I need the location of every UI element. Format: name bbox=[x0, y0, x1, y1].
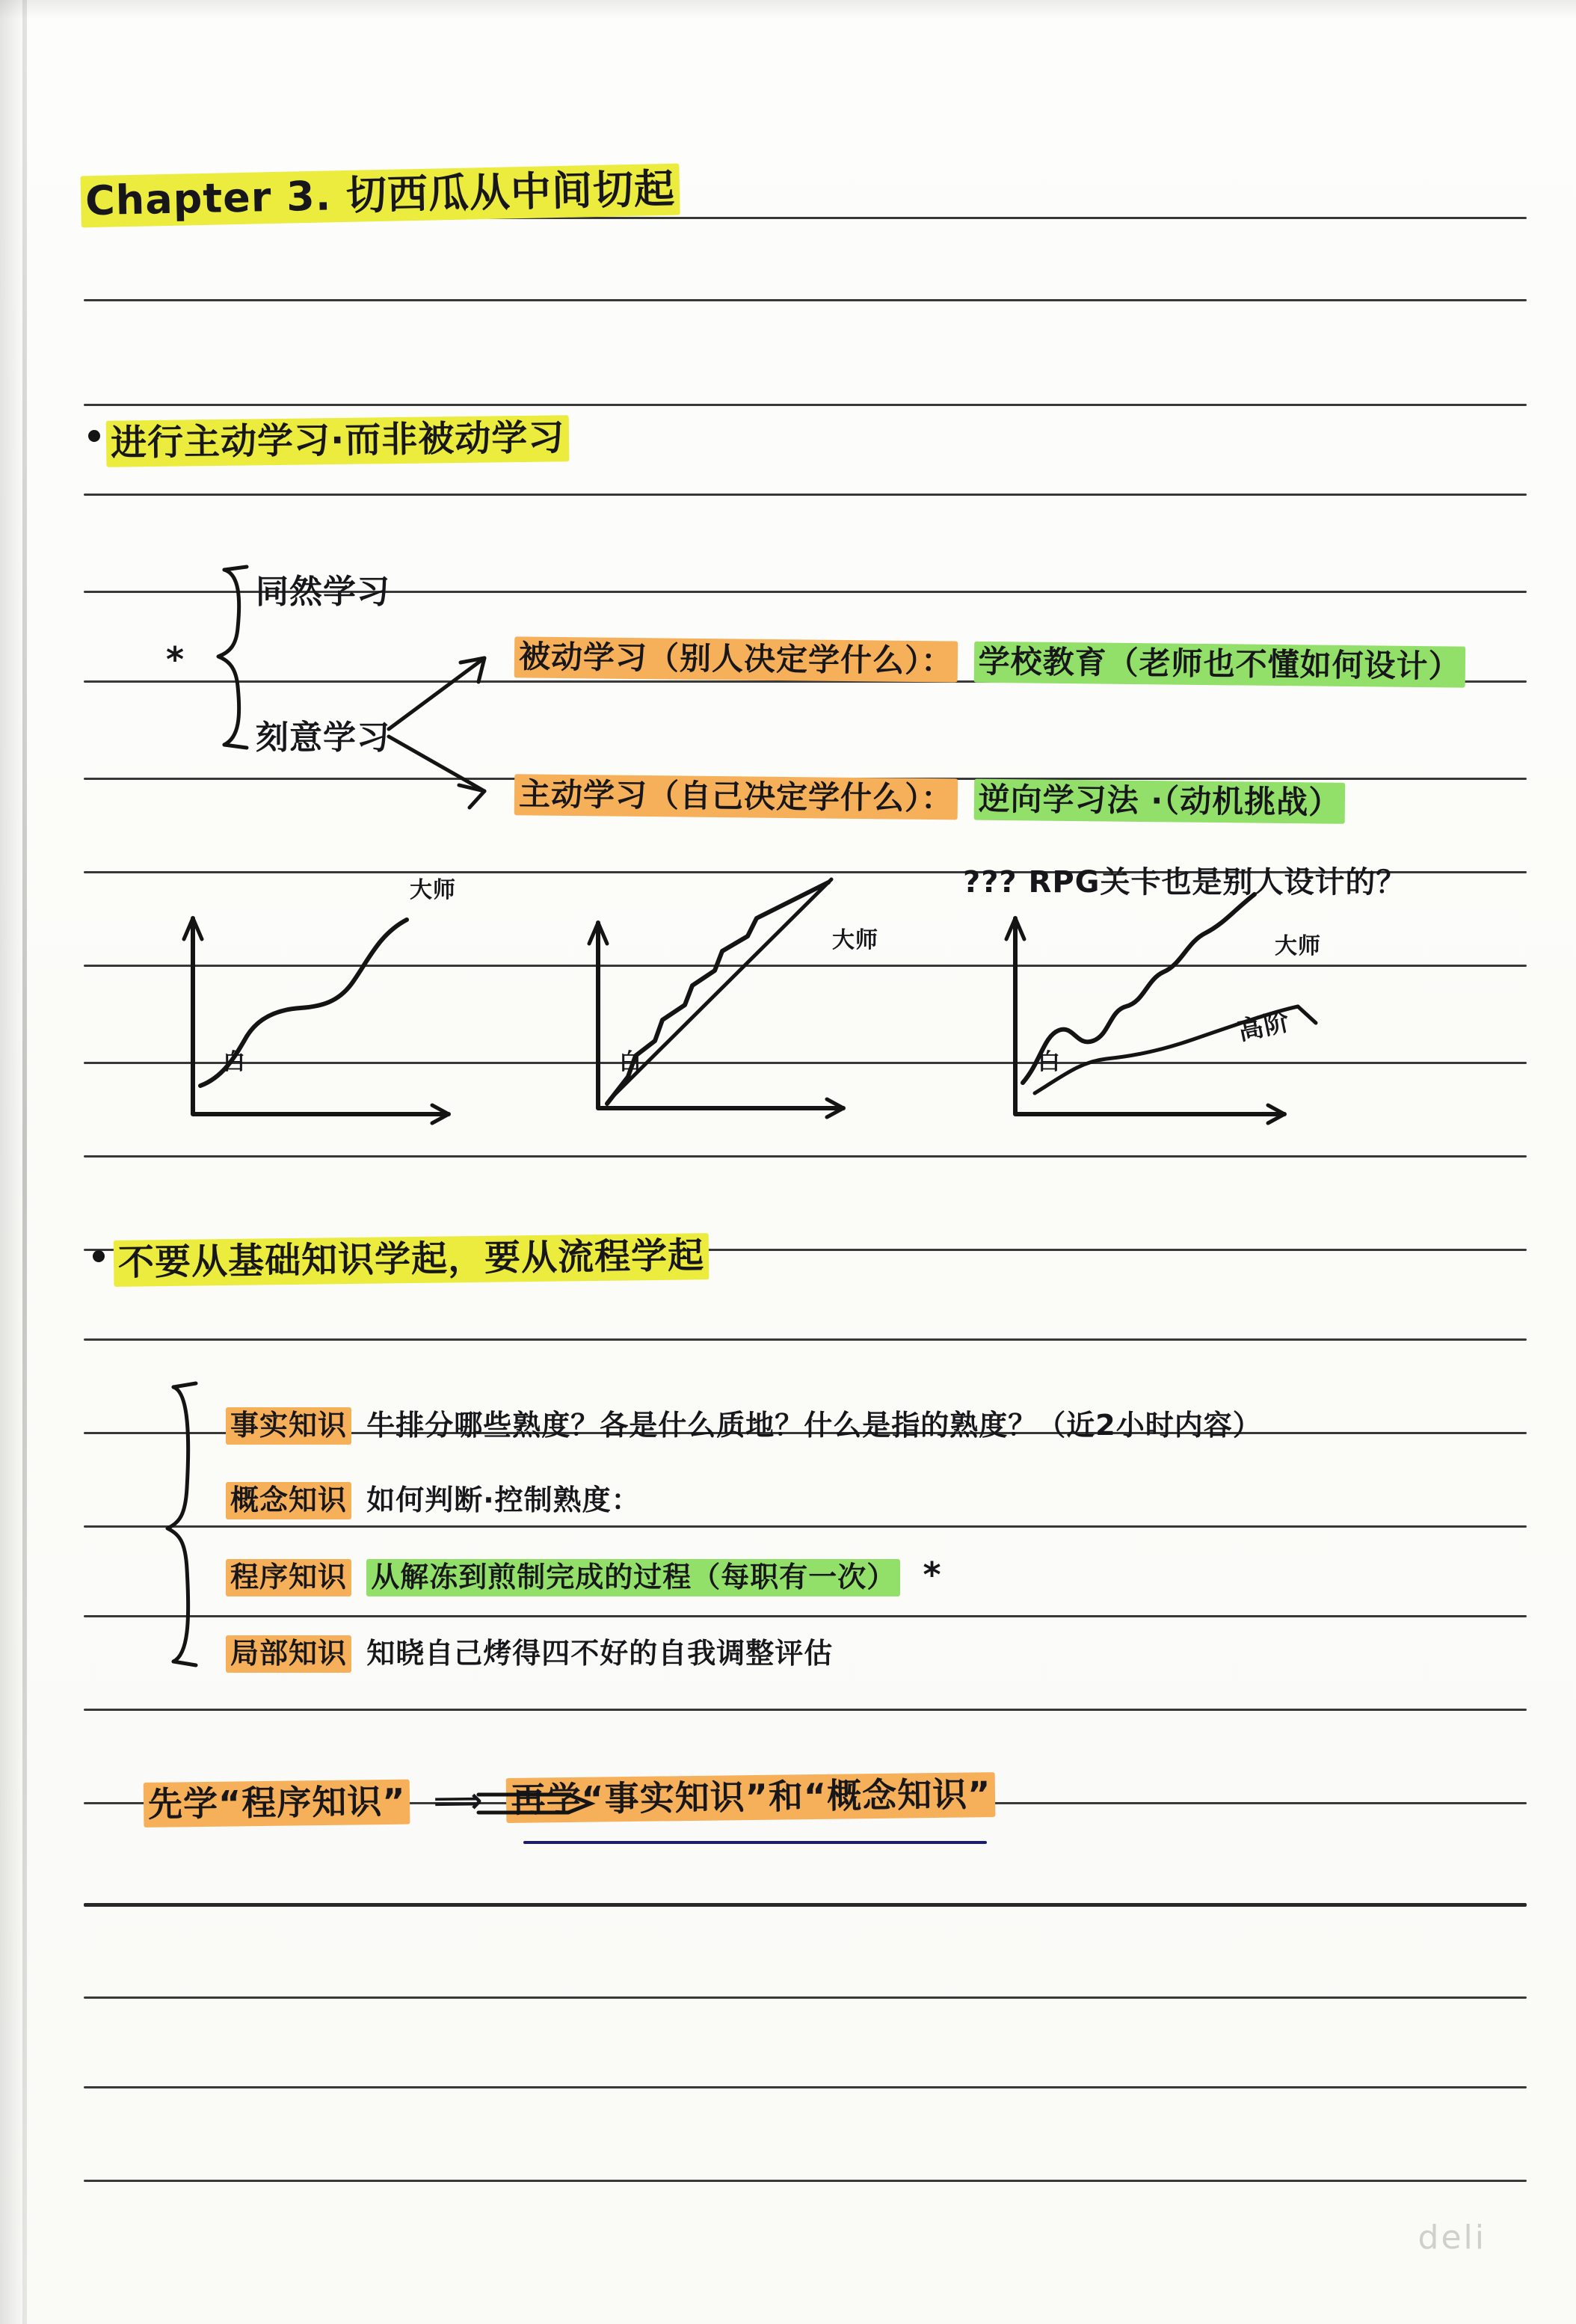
knowledge-item-1-text: 牛排分哪些熟度？各是什么质地？什么是指的熟度？（近2小时内容） bbox=[366, 1409, 1262, 1442]
chart-3-extra-label: 高阶 bbox=[1235, 1006, 1293, 1047]
branch-passive bbox=[514, 632, 1465, 686]
knowledge-item-3-label: 程序知识 bbox=[226, 1559, 351, 1596]
brand-watermark: deli bbox=[1418, 2219, 1486, 2257]
knowledge-item-4 bbox=[226, 1630, 833, 1671]
knowledge-item-3 bbox=[226, 1554, 942, 1595]
knowledge-item-4-text: 知晓自己烤得四不好的自我调整评估 bbox=[366, 1637, 834, 1670]
brace-top-label: 同然学习 bbox=[256, 573, 390, 611]
page-title bbox=[80, 157, 680, 227]
section3-text-a: 先学“程序知识” bbox=[144, 1780, 410, 1827]
branch-active bbox=[514, 769, 1346, 823]
brace-star: * bbox=[166, 639, 185, 680]
knowledge-item-2-label: 概念知识 bbox=[226, 1482, 351, 1519]
chart-2-top-label: 大师 bbox=[832, 927, 878, 953]
chart-3-bottom-label: 白 bbox=[1038, 1049, 1061, 1075]
section2-heading-text: 不要从基础知识学起，要从流程学起 bbox=[114, 1233, 709, 1287]
section3-conclusion bbox=[144, 1767, 996, 1827]
chart-1-bottom-label: 白 bbox=[223, 1049, 246, 1075]
chart-3-top-label: 大师 bbox=[1275, 933, 1321, 959]
knowledge-item-1 bbox=[226, 1402, 1262, 1443]
section2-bullet bbox=[93, 1250, 105, 1262]
knowledge-item-3-mark: * bbox=[923, 1555, 942, 1595]
section3-text-b: 再学“事实知识”和“概念知识” bbox=[506, 1772, 996, 1823]
brace-bottom-label: 刻意学习 bbox=[256, 719, 390, 757]
branch-active-label: 主动学习（自己决定学什么）： bbox=[514, 774, 958, 820]
section1-heading bbox=[106, 408, 570, 466]
section2-heading bbox=[114, 1226, 709, 1285]
section3-arrow: ⟹ bbox=[433, 1780, 484, 1822]
rpg-question-note: ??? RPG关卡也是别人设计的？ bbox=[963, 865, 1407, 900]
section3-underline bbox=[523, 1841, 987, 1844]
branch-passive-value: 学校教育（老师也不懂如何设计） bbox=[973, 642, 1465, 688]
section1-heading-text: 进行主动学习·而非被动学习 bbox=[106, 415, 570, 467]
page-title-text: Chapter 3. 切西瓜从中间切起 bbox=[80, 164, 680, 228]
knowledge-item-1-label: 事实知识 bbox=[226, 1407, 351, 1445]
knowledge-item-3-text: 从解冻到煎制完成的过程（每职有一次） bbox=[366, 1559, 900, 1596]
chart-2-bottom-label: 白 bbox=[619, 1049, 642, 1075]
knowledge-item-2-text: 如何判断·控制熟度： bbox=[366, 1484, 641, 1516]
knowledge-item-2 bbox=[226, 1477, 641, 1518]
branch-active-value: 逆向学习法 ·（动机挑战） bbox=[973, 779, 1345, 824]
knowledge-item-4-label: 局部知识 bbox=[226, 1635, 351, 1673]
branch-passive-label: 被动学习（别人决定学什么）： bbox=[514, 636, 958, 682]
section1-bullet bbox=[88, 430, 100, 442]
chart-1-top-label: 大师 bbox=[410, 877, 456, 903]
